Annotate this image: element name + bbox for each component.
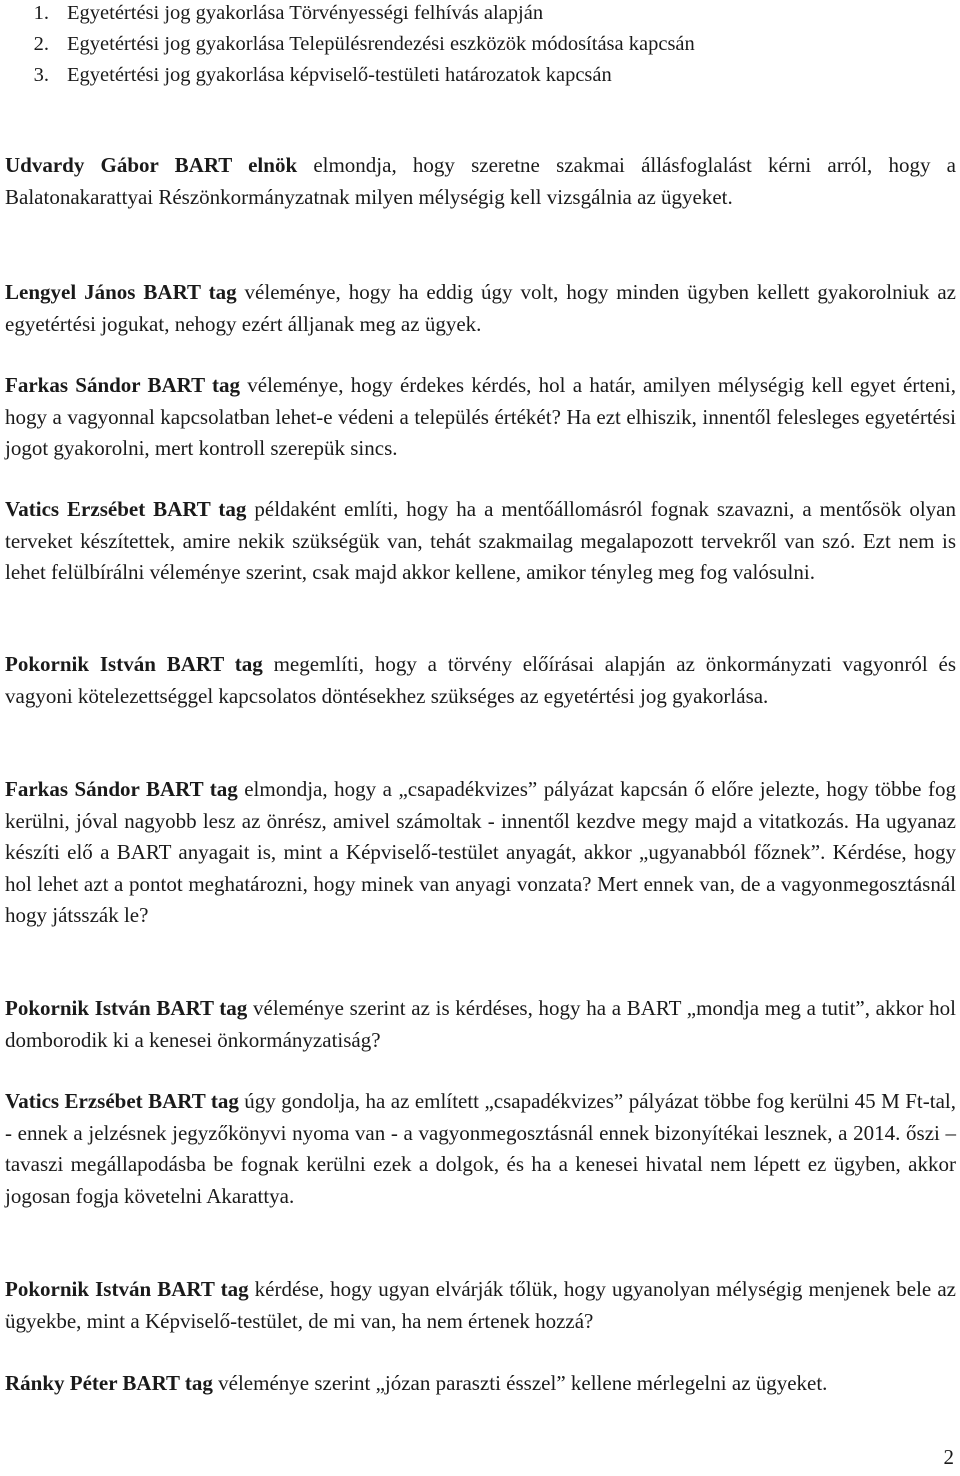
speaker-name: Udvardy Gábor BART elnök (5, 153, 298, 177)
paragraph (5, 370, 956, 465)
paragraph-text: elmondja, hogy a „csapadékvizes” pályázat kapcsán ő előre jelezte, hogy többe fog kerülni, jóval nagyobb lesz az önrész, amivel számoltak - innentől kezdve megy majd a vitatkozás. Ha ugyanaz készíti elő a BART anyagait is, mint a Képviselő-testület anyagát, akkor „ugyanabból főznek”. Kérdése, hogy hol lehet azt a pontot meghatározni, hogy minek van anyagi vonzata? Mert ennek van, de a vagyonmegosztásnál hogy játsszák le? (5, 777, 956, 927)
agenda-item-text: Egyetértési jog gyakorlása Törvényességi felhívás alapján (67, 2, 544, 24)
paragraph-text: véleménye szerint az is kérdéses, hogy ha a BART „mondja meg a tutit”, akkor hol domborodik ki a kenesei önkormányzatiság? (5, 996, 956, 1052)
paragraph-text: példaként említi, hogy ha a mentőállomásról fognak szavazni, a mentősök olyan terveket készítettek, amire nekik szükségük van, tehát szakmailag megalapozott tervekről van szó. Ezt nem is lehet felülbírálni véleménye szerint, csak majd akkor kellene, amikor tényleg meg fog valósulni. (5, 497, 956, 584)
speaker-name: Vatics Erzsébet BART tag (5, 497, 247, 521)
paragraph (5, 277, 956, 340)
paragraph (5, 150, 956, 213)
agenda-item-number: 1. (33, 2, 49, 24)
speaker-name: Farkas Sándor BART tag (5, 777, 238, 801)
agenda-item (5, 0, 956, 29)
paragraph (5, 774, 956, 932)
speaker-name: Pokornik István BART tag (5, 652, 263, 676)
paragraph-text: elmondja, hogy szeretne szakmai állásfoglalást kérni arról, hogy a Balatonakarattyai Részönkormányzatnak milyen mélységig kell vizsgálnia az ügyeket. (5, 153, 956, 209)
agenda-item-number: 2. (33, 33, 49, 55)
paragraph-text: véleménye, hogy érdekes kérdés, hol a határ, amilyen mélységig kell egyet érteni, hogy a vagyonnal kapcsolatban lehet-e védeni a település értékét? Ha ezt elhiszik, innentől felesleges egyetértési jogot gyakorolni, mert kontroll szerepük sincs. (5, 373, 956, 460)
paragraph (5, 1368, 956, 1400)
paragraph (5, 1274, 956, 1337)
paragraph-text: véleménye, hogy ha eddig úgy volt, hogy minden ügyben kellett gyakorolniuk az egyetértési jogukat, nehogy ezért álljanak meg az ügyek. (5, 280, 957, 336)
speaker-name: Pokornik István BART tag (5, 1277, 249, 1301)
speaker-name: Farkas Sándor BART tag (5, 373, 240, 397)
speaker-name: Pokornik István BART tag (5, 996, 248, 1020)
paragraph-text: úgy gondolja, ha az említett „csapadékvizes” pályázat többe fog kerülni 45 M Ft-tal, - ennek a jelzésnek jegyzőkönyvi nyoma van - a vagyonmegosztásnál ennek bizonyítékai lesznek, a 2014. őszi – tavaszi megállapodásba be fognak kerülni ezek a dolgok, és ha a kenesei hivatal nem lépett ez ügyben, akkor jogosan fogja követelni Akarattya. (5, 1089, 956, 1208)
paragraph (5, 1086, 956, 1212)
agenda-item (5, 29, 956, 60)
speaker-name: Lengyel János BART tag (5, 280, 237, 304)
agenda-item-text: Egyetértési jog gyakorlása Településrendezési eszközök módosítása kapcsán (67, 33, 695, 55)
speaker-name: Ránky Péter BART tag (5, 1371, 213, 1395)
speaker-name: Vatics Erzsébet BART tag (5, 1089, 239, 1113)
paragraph (5, 649, 956, 712)
agenda-item-number: 3. (33, 64, 49, 86)
paragraph-text: megemlíti, hogy a törvény előírásai alapján az önkormányzati vagyonról és vagyoni kötelezettséggel kapcsolatos döntésekhez szükséges az egyetértési jog gyakorlása. (5, 652, 956, 708)
agenda-list (5, 0, 956, 91)
paragraph-text: kérdése, hogy ugyan elvárják tőlük, hogy ugyanolyan mélységig menjenek bele az ügyekbe, mint a Képviselő-testület, de mi van, ha nem értenek hozzá? (5, 1277, 956, 1333)
agenda-item-text: Egyetértési jog gyakorlása képviselő-testületi határozatok kapcsán (67, 64, 612, 86)
paragraph-text: véleménye szerint „józan paraszti ésszel” kellene mérlegelni az ügyeket. (212, 1371, 828, 1395)
paragraph (5, 494, 956, 589)
agenda-item (5, 60, 956, 91)
paragraph (5, 993, 956, 1056)
page-number: 2 (943, 1445, 954, 1469)
